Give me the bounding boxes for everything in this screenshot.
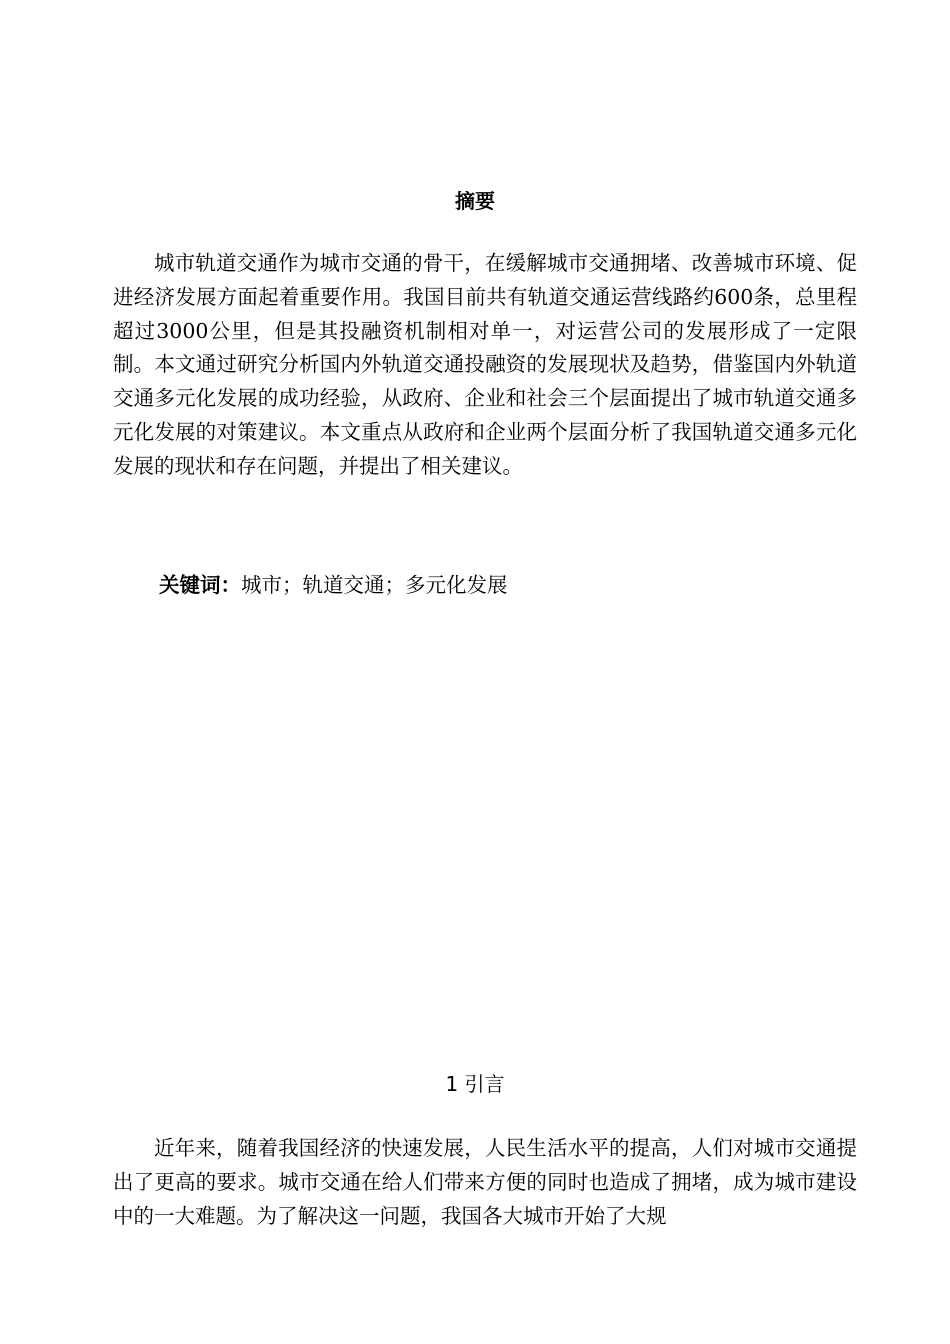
keywords-line — [159, 569, 508, 602]
introduction-body: 近年来，随着我国经济的快速发展，人民生活水平的提高，人们对城市交通提出了更高的要求。城市交通在给人们带来方便的同时也造成了拥堵，成为城市建设中的一大难题。为了解决这一问题，我国各大城市开始了大规 — [113, 1136, 857, 1228]
introduction-title: 1 引言 — [445, 1072, 505, 1096]
keyword-item: 轨道交通 — [302, 573, 385, 597]
keyword-separator: ； — [384, 573, 405, 597]
keywords-label: 关键词： — [159, 573, 241, 597]
abstract-title: 摘要 — [455, 189, 495, 213]
keyword-item: 城市 — [241, 573, 282, 597]
keyword-item: 多元化发展 — [405, 573, 508, 597]
keyword-separator: ； — [282, 573, 303, 597]
abstract-body: 城市轨道交通作为城市交通的骨干，在缓解城市交通拥堵、改善城市环境、促进经济发展方面起着重要作用。我国目前共有轨道交通运营线路约600条，总里程超过3000公里，但是其投融资机制相对单一，对运营公司的发展形成了一定限制。本文通过研究分析国内外轨道交通投融资的发展现状及趋势，借鉴国内外轨道交通多元化发展的成功经验，从政府、企业和社会三个层面提出了城市轨道交通多元化发展的对策建议。本文重点从政府和企业两个层面分析了我国轨道交通多元化发展的现状和存在问题，并提出了相关建议。 — [113, 251, 857, 478]
